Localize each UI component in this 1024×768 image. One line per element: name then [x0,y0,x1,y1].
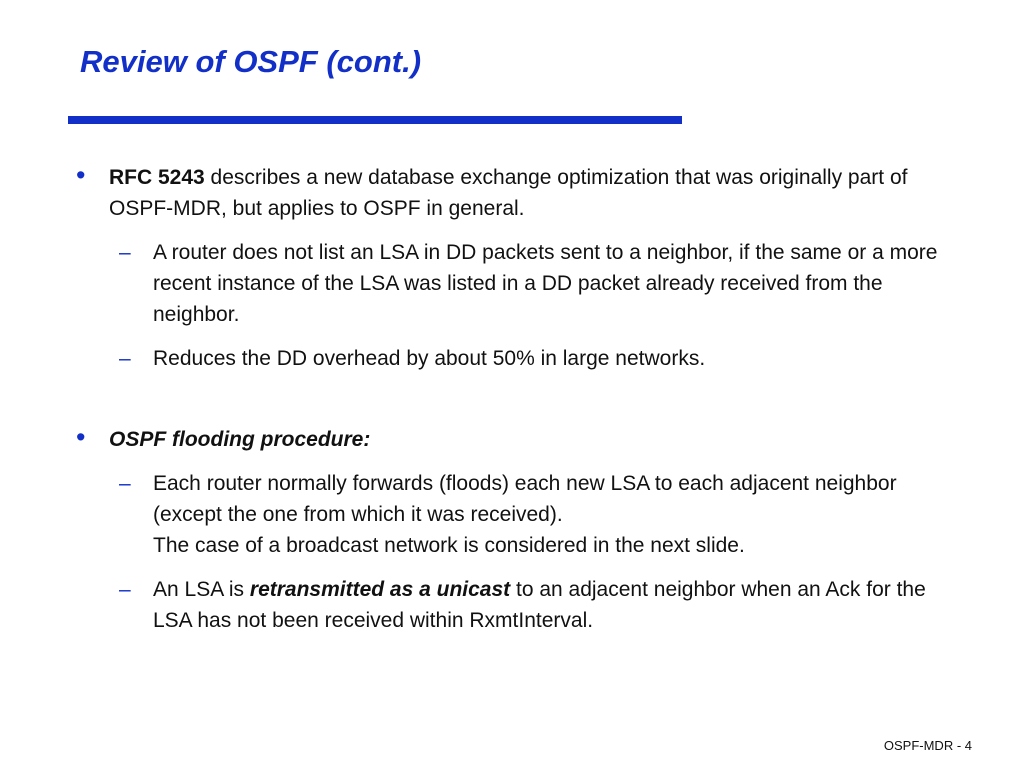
sub-bullet-text: Reduces the DD overhead by about 50% in large networks. [153,347,706,370]
slide-footer: OSPF-MDR - 4 [883,738,972,753]
slide-body [76,162,956,636]
sub-bullet-text: A router does not list an LSA in DD packets sent to a neighbor, if the same or a more recent instance of the LSA was listed in a DD packet already received from the neighbor. [153,241,938,326]
sub-bullet-retransmit [119,574,956,636]
bullet-rfc5243 [76,162,956,224]
slide-title: Review of OSPF (cont.) [80,44,422,79]
sub-bullet-dd-overhead [119,343,956,374]
sub-bullet-text-post: to an adjacent neighbor when an Ack for the LSA has not been received within RxmtInterval. [153,578,926,632]
sub-bullet-text-line2: The case of a broadcast network is considered in the next slide. [153,534,745,557]
bullet-lead: OSPF flooding procedure: [109,428,371,451]
sub-bullet-emphasis: retransmitted as a unicast [249,578,511,601]
dash-icon: – [119,347,131,370]
dash-icon: – [119,241,131,264]
dash-icon: – [119,578,131,601]
sub-bullet-text-pre: An LSA is [153,578,250,601]
bullet-lead: RFC 5243 [109,166,205,189]
sub-bullet-text: Each router normally forwards (floods) each new LSA to each adjacent neighbor (except the one from which it was received). [153,472,897,526]
bullet-dot-icon: • [76,422,86,452]
bullet-text: describes a new database exchange optimization that was originally part of OSPF-MDR, but applies to OSPF in general. [109,166,908,220]
title-underline-bar [68,116,682,124]
bullet-dot-icon: • [76,160,86,190]
sub-bullet-dd-listing [119,237,956,330]
sub-bullet-flooding-forward [119,468,956,561]
dash-icon: – [119,472,131,495]
bullet-flooding [76,424,956,455]
